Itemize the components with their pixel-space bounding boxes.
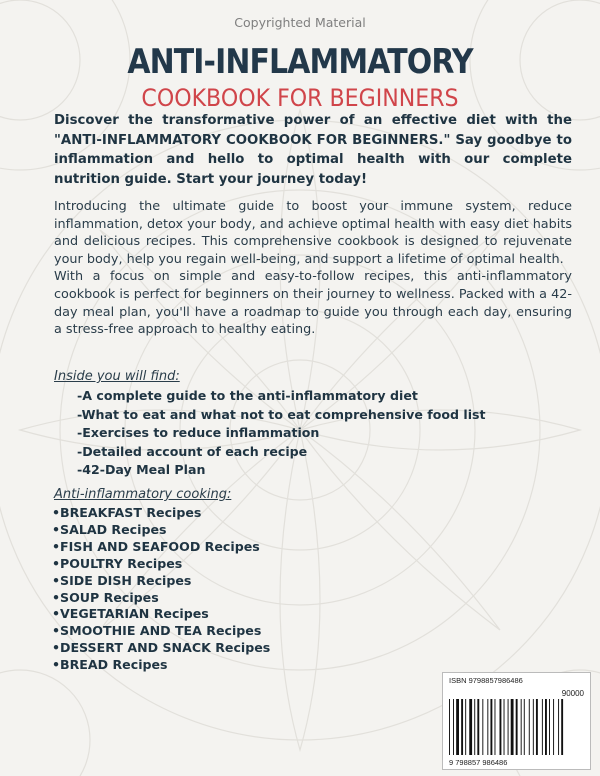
list-item: •BREAD Recipes: [52, 657, 168, 673]
barcode-digits: 9 798857 986486: [449, 758, 508, 767]
list-item: -42-Day Meal Plan: [77, 462, 206, 478]
bullet-icon: •: [52, 505, 61, 520]
barcode-icon: [449, 699, 586, 757]
list-item: -Detailed account of each recipe: [77, 443, 308, 459]
list-item: -Exercises to reduce inflammation: [77, 425, 320, 441]
intro-paragraph: Discover the transformative power of an effective diet with the "ANTI-INFLAMMATORY COOKBOOK FOR BEGINNERS." Say goodbye to inflammation and hello to optimal health with our complete nutrition guide. Start your journey today!: [54, 113, 572, 187]
list-item: •SMOOTHIE AND TEA Recipes: [52, 623, 262, 639]
inside-heading: Inside you will find:: [54, 369, 180, 384]
bullet-icon: •: [52, 521, 61, 537]
list-item: •BREAKFAST Recipes: [52, 505, 202, 520]
list-item: •FISH AND SEAFOOD Recipes: [52, 538, 260, 554]
bullet-icon: •: [52, 589, 61, 605]
description-paragraph-2: With a focus on simple and easy-to-follow recipes, this anti-inflammatory cookbook is perfect for beginners on their journey to wellness. Packed with a 42-day meal plan, you'll have a roadmap to guide you through each day, ensuring a stress-free approach to healthy eating.: [54, 269, 572, 338]
list-item: -A complete guide to the anti-inflammatory diet: [77, 388, 418, 403]
isbn-label: ISBN 9798857986486: [449, 676, 523, 685]
isbn-barcode: [442, 672, 591, 770]
bullet-icon: •: [52, 640, 61, 656]
cooking-heading: Anti-inflammatory cooking:: [54, 487, 232, 502]
list-item: -What to eat and what not to eat comprehensive food list: [77, 406, 486, 422]
copyright-notice: Copyrighted Material: [234, 15, 366, 30]
list-item: •DESSERT AND SNACK Recipes: [52, 640, 271, 656]
bullet-icon: •: [52, 572, 61, 588]
cooking-list: [52, 505, 270, 674]
list-item: •SALAD Recipes: [52, 521, 167, 537]
description-body: [54, 198, 572, 339]
list-item: •SOUP Recipes: [52, 589, 159, 605]
bullet-icon: •: [52, 555, 61, 571]
book-title: ANTI-INFLAMMATORY: [127, 42, 473, 82]
bullet-icon: •: [52, 606, 61, 622]
list-item: •POULTRY Recipes: [52, 555, 183, 571]
list-item: •VEGETARIAN Recipes: [52, 606, 209, 622]
bullet-icon: •: [52, 657, 61, 673]
list-item: •SIDE DISH Recipes: [52, 572, 192, 588]
book-subtitle: COOKBOOK FOR BEGINNERS: [141, 84, 459, 112]
bullet-icon: •: [52, 538, 61, 554]
bullet-icon: •: [52, 623, 61, 639]
inside-list: [77, 387, 486, 480]
price-code: 90000: [561, 689, 584, 698]
description-paragraph-1: Introducing the ultimate guide to boost your immune system, reduce inflammation, detox your body, and achieve optimal health with easy diet habits and delicious recipes. This comprehensive cookbook is designed to rejuvenate your body, help you regain well-being, and support a lifetime of optimal health.: [54, 199, 573, 267]
